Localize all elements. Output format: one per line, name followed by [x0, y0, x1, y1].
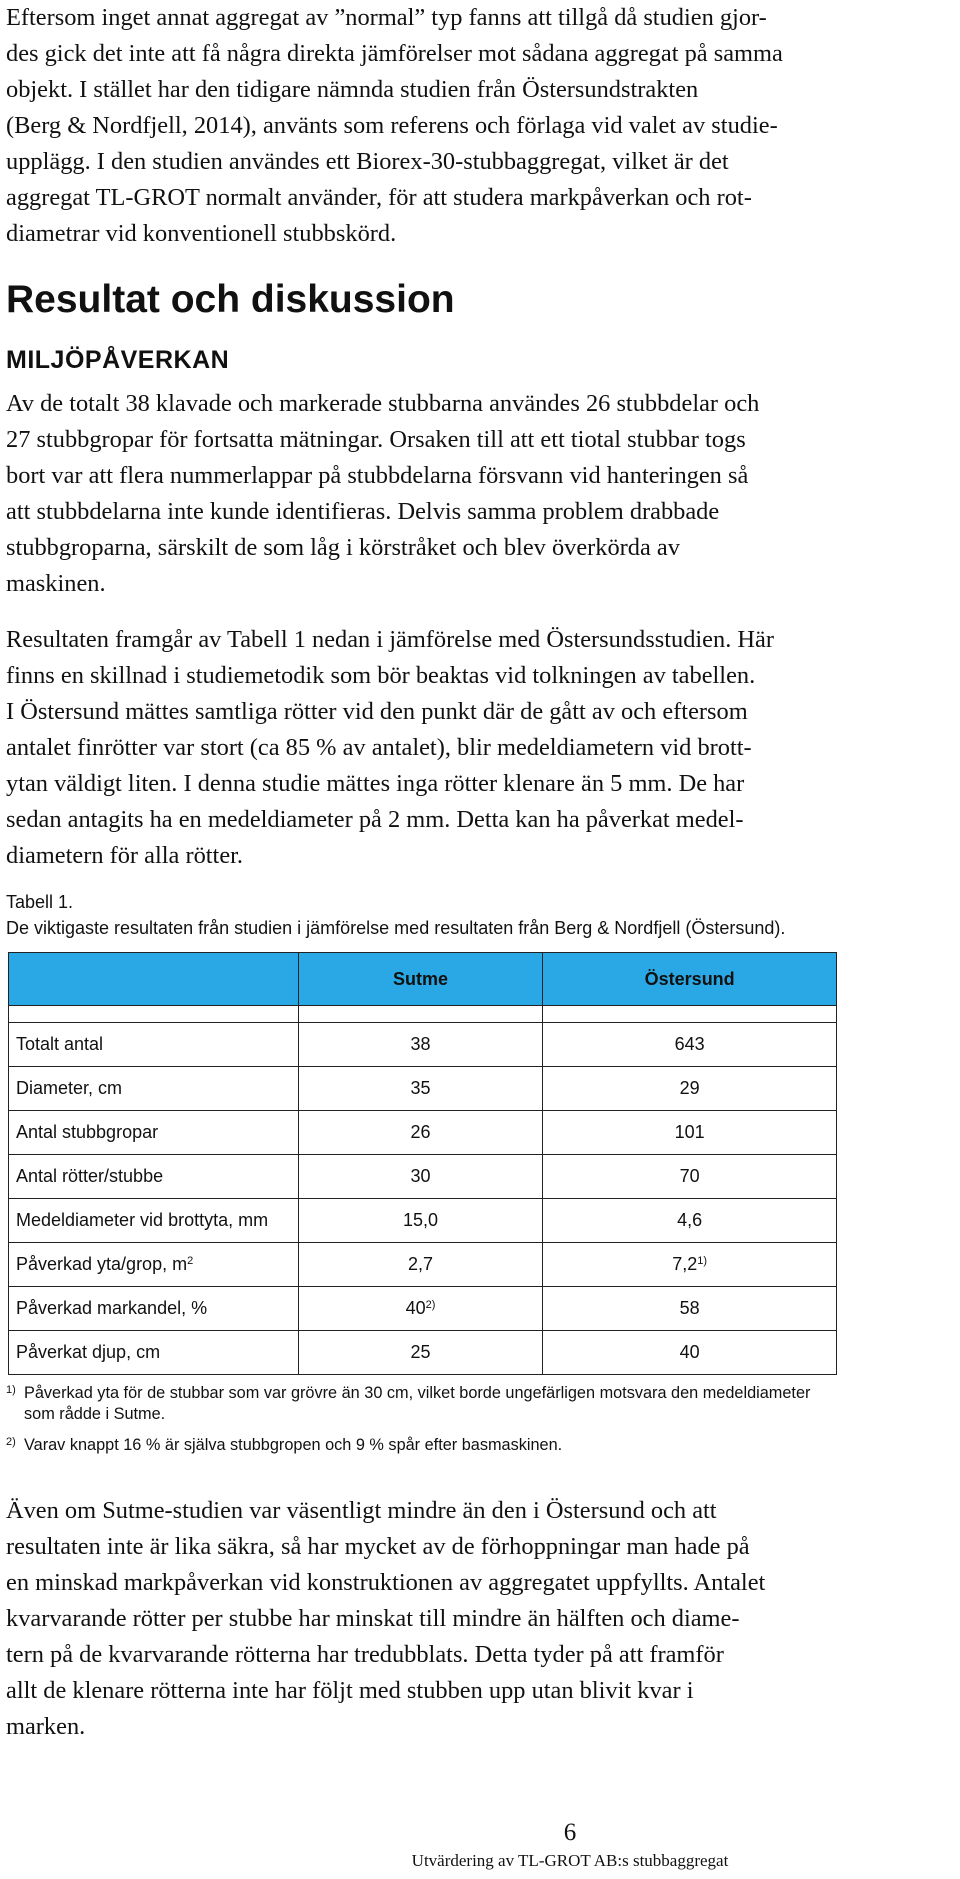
- text-line: tern på de kvarvarande rötterna har tredubblats. Detta tyder på att framför: [6, 1641, 724, 1668]
- text-line: Resultaten framgår av Tabell 1 nedan i jämförelse med Östersundsstudien. Här: [6, 626, 774, 653]
- footnote: [6, 1383, 946, 1425]
- ostersund-value: 101: [543, 1111, 837, 1155]
- table-row: [9, 1287, 837, 1331]
- table-caption-text: De viktigaste resultaten från studien i jämförelse med resultaten från Berg & Nordfjell (Östersund).: [6, 918, 786, 938]
- column-header-ostersund: Östersund: [543, 953, 837, 1006]
- results-table: [8, 952, 837, 1375]
- section-heading: Resultat och diskussion: [6, 278, 455, 321]
- row-label: Totalt antal: [9, 1023, 299, 1067]
- sutme-value: 15,0: [298, 1199, 543, 1243]
- table-header-empty-cell: [9, 953, 299, 1006]
- text-line: 27 stubbgropar för fortsatta mätningar. Orsaken till att ett tiotal stubbar togs: [6, 426, 746, 453]
- ostersund-value: 29: [543, 1067, 837, 1111]
- sutme-value: 35: [298, 1067, 543, 1111]
- ostersund-value: 40: [543, 1331, 837, 1375]
- ostersund-value: 643: [543, 1023, 837, 1067]
- row-label: Antal stubbgropar: [9, 1111, 299, 1155]
- sutme-value: 40: [405, 1298, 426, 1318]
- sutme-value: 26: [298, 1111, 543, 1155]
- text-line: resultaten inte är lika säkra, så har mycket av de förhoppningar man hade på: [6, 1533, 750, 1560]
- footnotes: [6, 1383, 946, 1456]
- intro-paragraph: [0, 0, 954, 252]
- text-line: Av de totalt 38 klavade och markerade stubbarna användes 26 stubbdelar och: [6, 390, 760, 417]
- text-line: aggregat TL-GROT normalt använder, för att studera markpåverkan och rot-: [6, 184, 752, 211]
- table-row: [9, 1199, 837, 1243]
- text-line: bort var att flera nummerlappar på stubbdelarna försvann vid hanteringen så: [6, 462, 749, 489]
- text-line: att stubbdelarna inte kunde identifieras. Delvis samma problem drabbade: [6, 498, 720, 525]
- ostersund-value: 70: [543, 1155, 837, 1199]
- text-line: diametern för alla rötter.: [6, 842, 244, 869]
- footnote-ref: 1): [697, 1255, 708, 1267]
- row-label: Antal rötter/stubbe: [9, 1155, 299, 1199]
- subsection-heading: MILJÖPÅVERKAN: [6, 346, 230, 374]
- text-line: finns en skillnad i studiemetodik som bör beaktas vid tolkningen av tabellen.: [6, 662, 756, 689]
- footnote-mark: 2): [6, 1436, 16, 1448]
- results-paragraph-1: [0, 386, 954, 602]
- table-spacer-row: [9, 1006, 837, 1023]
- text-line: ytan väldigt liten. I denna studie mättes inga rötter klenare än 5 mm. De har: [6, 770, 745, 797]
- text-line: upplägg. I den studien användes ett Biorex-30-stubbaggregat, vilket är det: [6, 148, 729, 175]
- footnote-text: som rådde i Sutme.: [24, 1405, 166, 1423]
- table-row: [9, 1067, 837, 1111]
- text-line: I Östersund mättes samtliga rötter vid den punkt där de gått av och eftersom: [6, 698, 748, 725]
- text-line: stubbgroparna, särskilt de som låg i körstråket och blev överkörda av: [6, 534, 680, 561]
- column-header-sutme: Sutme: [298, 953, 543, 1006]
- table-caption: [6, 889, 785, 941]
- table-label: Tabell 1.: [6, 892, 74, 912]
- text-line: diametrar vid konventionell stubbskörd.: [6, 220, 397, 247]
- text-line: en minskad markpåverkan vid konstruktionen av aggregatet uppfyllts. Antalet: [6, 1569, 766, 1596]
- footnote-ref: 2): [425, 1299, 436, 1311]
- sutme-value: 2,7: [298, 1243, 543, 1287]
- ostersund-value: 7,2: [672, 1254, 698, 1274]
- footer-title: Utvärdering av TL-GROT AB:s stubbaggregat: [411, 1851, 729, 1870]
- sutme-value: 25: [298, 1331, 543, 1375]
- text-line: maskinen.: [6, 570, 106, 597]
- text-line: allt de klenare rötterna inte har följt med stubben upp utan blivit kvar i: [6, 1677, 694, 1704]
- text-line: kvarvarande rötter per stubbe har minskat till mindre än hälften och diame-: [6, 1605, 740, 1632]
- row-label: Påverkad markandel, %: [9, 1287, 299, 1331]
- footnote-text: Påverkad yta för de stubbar som var grövre än 30 cm, vilket borde ungefärligen motsvara den medeldiameter: [24, 1384, 811, 1402]
- table-header-row: [9, 953, 837, 1006]
- row-label-cell: [9, 1243, 299, 1287]
- page-number: 6: [563, 1819, 577, 1846]
- ostersund-value-cell: [543, 1243, 837, 1287]
- row-label: Diameter, cm: [9, 1067, 299, 1111]
- footnote-mark: 1): [6, 1384, 16, 1396]
- text-line: Eftersom inget annat aggregat av ”normal” typ fanns att tillgå då studien gjor-: [6, 4, 767, 31]
- ostersund-value: 58: [543, 1287, 837, 1331]
- table-row: [9, 1111, 837, 1155]
- footnote-text: Varav knappt 16 % är själva stubbgropen och 9 % spår efter basmaskinen.: [24, 1436, 563, 1454]
- text-line: des gick det inte att få några direkta jämförelser mot sådana aggregat på samma: [6, 40, 783, 67]
- sutme-value: 30: [298, 1155, 543, 1199]
- row-label: Medeldiameter vid brottyta, mm: [9, 1199, 299, 1243]
- table-row: [9, 1023, 837, 1067]
- table-row: [9, 1155, 837, 1199]
- results-paragraph-2: [0, 622, 954, 874]
- ostersund-value: 4,6: [543, 1199, 837, 1243]
- footnote: [6, 1435, 946, 1456]
- table-row: [9, 1331, 837, 1375]
- sutme-value-cell: [298, 1287, 543, 1331]
- text-line: marken.: [6, 1713, 86, 1740]
- text-line: Även om Sutme-studien var väsentligt mindre än den i Östersund och att: [6, 1497, 717, 1524]
- text-line: sedan antagits ha en medeldiameter på 2 mm. Detta kan ha påverkat medel-: [6, 806, 744, 833]
- text-line: (Berg & Nordfjell, 2014), använts som referens och förlaga vid valet av studie-: [6, 112, 778, 139]
- table-row: [9, 1243, 837, 1287]
- sutme-value: 38: [298, 1023, 543, 1067]
- discussion-paragraph: [0, 1493, 954, 1745]
- text-line: objekt. I stället har den tidigare nämnda studien från Östersundstrakten: [6, 76, 699, 103]
- superscript: 2: [187, 1255, 194, 1267]
- row-label: Påverkat djup, cm: [9, 1331, 299, 1375]
- row-label: Påverkad yta/grop, m: [16, 1254, 188, 1274]
- text-line: antalet finrötter var stort (ca 85 % av antalet), blir medeldiametern vid brott-: [6, 734, 752, 761]
